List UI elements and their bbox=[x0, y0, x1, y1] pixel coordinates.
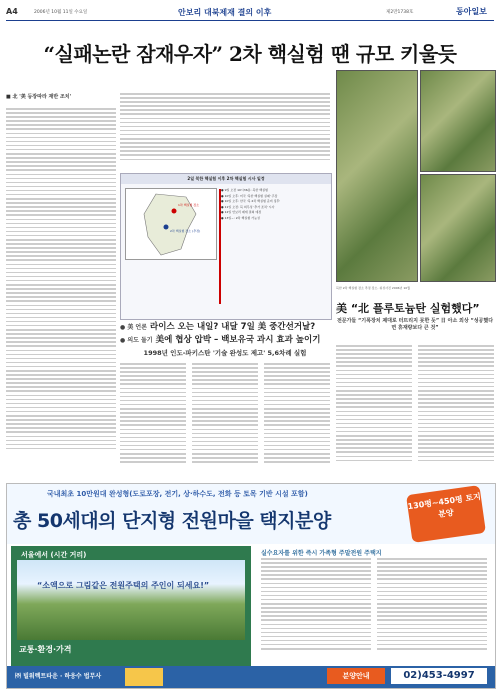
ad-bottom-bar bbox=[7, 666, 495, 688]
ad-right-text-1 bbox=[261, 558, 371, 662]
right-article-title: 美 “北 플루토늄탄 실험했다” bbox=[336, 302, 480, 315]
timeline-item: ● 9일 오전 10시36분: 북한 핵실험 bbox=[221, 188, 268, 192]
page-number: A4 bbox=[6, 7, 18, 16]
quote-block bbox=[120, 321, 330, 359]
ad-small-text: 국내최초 10만원대 완성형(도로포장, 전기, 상·하수도, 전화 등 토목 기반 시설 포함) bbox=[47, 490, 308, 498]
right-col-2 bbox=[418, 345, 494, 475]
ad-right-panel bbox=[257, 546, 489, 666]
ad-company: ㈜ 빌워렉트타운 · 하웅수 법무사 bbox=[15, 673, 102, 680]
left-subhead: ■ 北 '美 등장따라 재반 조치' bbox=[6, 94, 72, 100]
right-article-subtitle: 전문가들 “기폭장치 제대로 터뜨리지 못한 듯” 日 아소 외상 “성공했다면 휴재량보다 큰 것” bbox=[336, 318, 494, 331]
section-title: 안보리 대북제재 결의 이후 bbox=[178, 8, 272, 17]
timeline-item: ● 11일 오전: 북 외무성 '추가 조치' 시사 bbox=[221, 204, 275, 209]
satellite-photos bbox=[336, 70, 494, 285]
ad-left-title: 서울에서 (시간 거리) bbox=[21, 551, 87, 559]
quote-sub: 1998년 인도-파키스탄 '기술 완성도 제고' 5,6차례 실험 bbox=[143, 349, 307, 357]
ad-badge: 130평~450평 토지분양 bbox=[406, 485, 486, 543]
ad-headline: 총 50세대의 단지형 전원마을 택지분양 bbox=[13, 510, 331, 532]
ad-left-feature: 교통·환경·가격 bbox=[19, 645, 72, 654]
photo-caption: 북한 2차 핵실험 장소 추정 장소. 위성사진 2006년 10월 bbox=[336, 286, 411, 290]
map-graphic bbox=[125, 188, 217, 260]
ad-right-title: 실수요자를 위한 즉시 가족형 주말전원 주택지 bbox=[261, 550, 382, 557]
page-header bbox=[6, 6, 494, 21]
left-column bbox=[6, 93, 116, 478]
ad-house-photo bbox=[17, 560, 245, 640]
quote-2-tag: ● 의도 둘기 bbox=[120, 337, 153, 344]
right-col-1 bbox=[336, 345, 412, 475]
ad-right-text-2 bbox=[377, 558, 487, 662]
timeline-item: ● 13일~: 2차 핵실험 가능성 bbox=[221, 215, 260, 220]
satellite-photo-top bbox=[420, 70, 496, 172]
newspaper-logo: 동아일보 bbox=[456, 7, 487, 16]
timeline-item: ● 10일 오후: 미국 '북한 핵실험 실패' 주장 bbox=[221, 193, 278, 198]
middle-col-1 bbox=[120, 363, 186, 475]
infobox-title: 2일 북한 핵실험 이후 2차 핵실험 시사 일정 bbox=[121, 174, 331, 184]
ad-quote: “소액으로 그림같은 전원주택의 주인이 되세요!” bbox=[37, 581, 210, 590]
satellite-photo-main bbox=[336, 70, 418, 282]
ad-phone-number[interactable]: 02)453-4997 bbox=[391, 668, 487, 684]
advertisement[interactable] bbox=[6, 483, 496, 689]
middle-col-2 bbox=[192, 363, 258, 475]
test-site-2-marker bbox=[164, 225, 169, 230]
satellite-photo-bottom bbox=[420, 174, 496, 282]
issue-number: 제2만1738호 bbox=[386, 10, 414, 15]
quote-1 bbox=[120, 321, 330, 334]
middle-col-3 bbox=[264, 363, 330, 475]
quote-2-text: 美에 협상 압박 – 백보유국 과시 효과 높이기 bbox=[155, 335, 321, 345]
map-label-1: 1차 핵실험 장소 bbox=[178, 203, 200, 207]
middle-body-text bbox=[120, 93, 330, 169]
timeline-item: ● 10일 오후: 한국 '북 2차 핵실험 준비 징후' bbox=[221, 199, 281, 203]
ad-left-panel bbox=[11, 546, 251, 666]
ad-top-banner bbox=[7, 484, 495, 544]
date: 2006년 10월 11일 수요일 bbox=[34, 10, 88, 15]
map-label-2: 2차 핵실험 장소 (추정) bbox=[170, 229, 201, 233]
left-body-text bbox=[6, 108, 116, 478]
main-headline: “실패논란 잠재우자” 2차 핵실험 땐 규모 키울듯 bbox=[43, 42, 457, 66]
quote-1-tag: ● 美 언론 bbox=[120, 324, 148, 331]
timeline-item: ● 12일 안보리 제재 결의 예정 bbox=[221, 210, 262, 214]
quote-1-text: 라이스 오는 내일? 내달 7일 美 중간선거날? bbox=[149, 322, 316, 332]
test-site-1-marker bbox=[172, 209, 177, 214]
ad-yellow-box bbox=[125, 668, 163, 686]
quote-2 bbox=[120, 334, 330, 347]
timeline-infobox bbox=[120, 173, 332, 320]
ad-cta-button[interactable]: 분양안내 bbox=[327, 668, 385, 684]
timeline-list bbox=[221, 188, 327, 221]
